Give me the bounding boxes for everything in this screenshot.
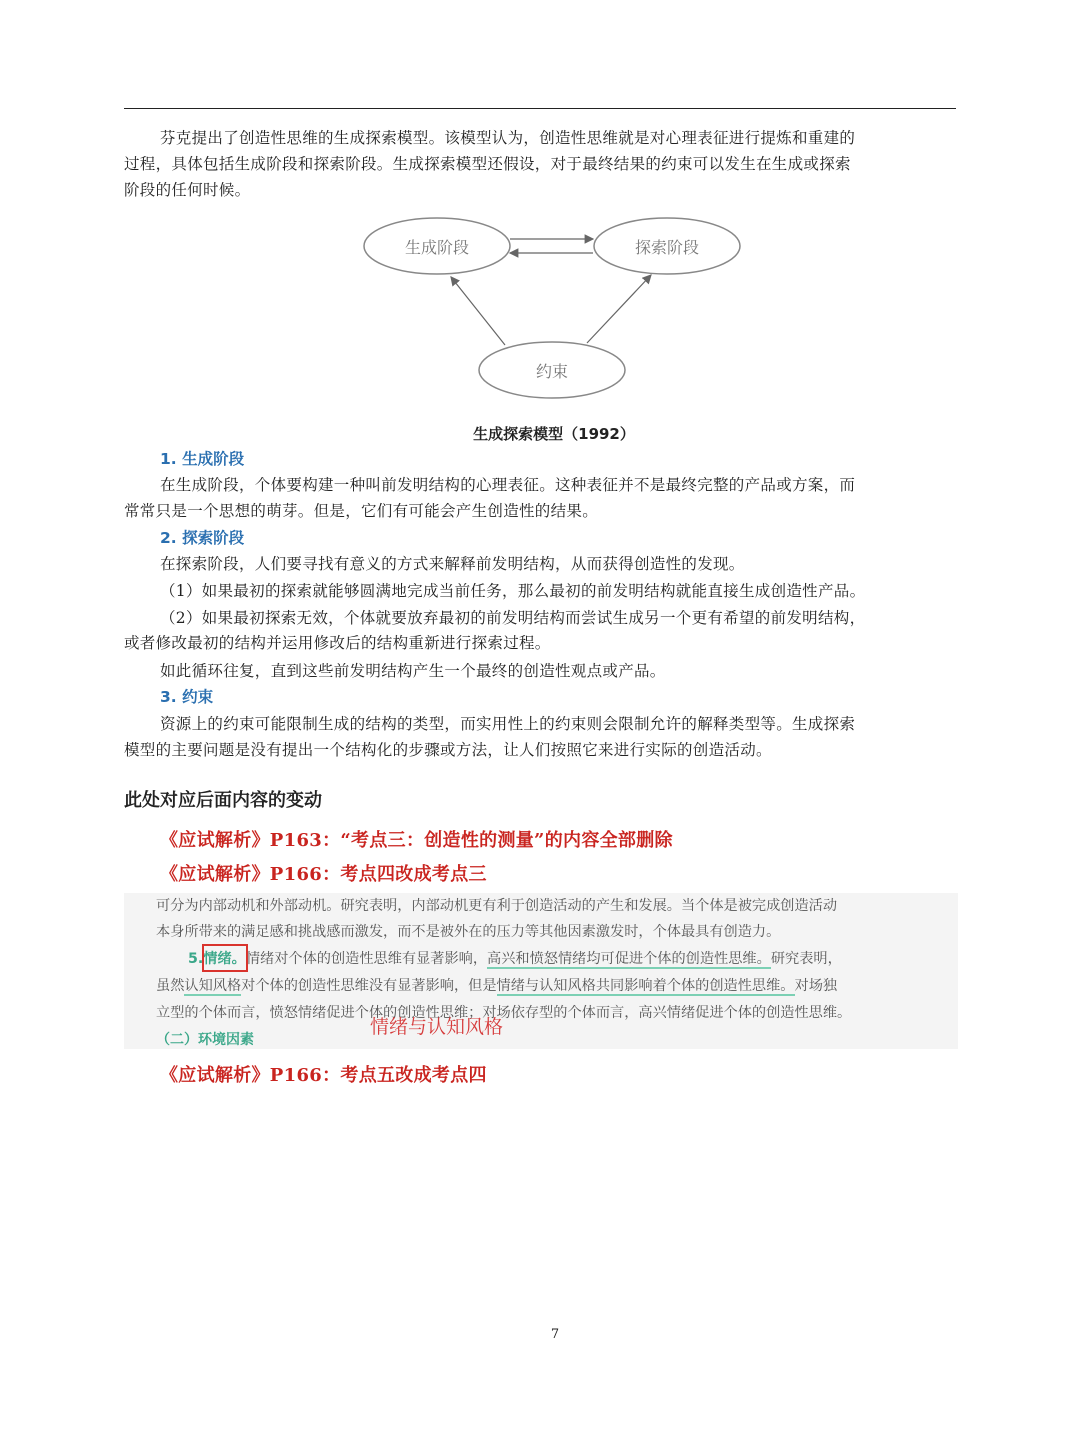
diagram-caption: 生成探索模型（1992） <box>473 425 635 443</box>
section-1-title: 1. 生成阶段 <box>160 450 245 468</box>
intro-line-3: 阶段的任何时候。 <box>124 181 251 199</box>
change-item-3: 《应试解析》P166：考点五改成考点四 <box>160 1065 487 1086</box>
section-1-line-1: 在生成阶段，个体要构建一种叫前发明结构的心理表征。这种表征并不是最终完整的产品或方案，而 <box>160 476 856 494</box>
excerpt-line-3c: 研究表明， <box>770 951 842 967</box>
excerpt-line-3b: 高兴和愤怒情绪均可促进个体的创造性思维。 <box>487 951 771 967</box>
section-2-title: 2. 探索阶段 <box>160 529 245 547</box>
excerpt-line-3a: 情绪对个体的创造性思维有显著影响， <box>245 951 488 967</box>
excerpt-line-4a: 虽然 <box>156 978 185 994</box>
header-rule <box>124 108 956 109</box>
section-2-line-2: （1）如果最初的探索就能够圆满地完成当前任务，那么最初的前发明结构就能直接生成创造性产品。 <box>160 582 866 600</box>
excerpt-term: 情绪。 <box>203 951 246 967</box>
highlight-box <box>202 944 248 972</box>
section-3-title: 3. 约束 <box>160 688 214 706</box>
excerpt-line-1: 可分为内部动机和外部动机。研究表明，内部动机更有利于创造活动的产生和发展。当个体是被完成创造活动 <box>156 898 838 914</box>
excerpt-line-4b: 认知风格 <box>184 978 242 994</box>
intro-line-2: 过程，具体包括生成阶段和探索阶段。生成探索模型还假设，对于最终结果的约束可以发生在生成或探索 <box>124 155 851 173</box>
section-1-line-2: 常常只是一个思想的萌芽。但是，它们有可能会产生创造性的结果。 <box>124 502 599 520</box>
excerpt-line-3 <box>188 948 842 968</box>
excerpt-line-5: 立型的个体而言，愤怒情绪促进个体的创造性思维；对场依存型的个体而言，高兴情绪促进个体的创造性思维。 <box>156 1005 852 1021</box>
node-constraint: 约束 <box>535 362 569 381</box>
textbook-excerpt-image <box>124 893 958 1049</box>
change-item-1: 《应试解析》P163：“考点三：创造性的测量”的内容全部删除 <box>160 830 673 851</box>
section-2-line-3: （2）如果最初探索无效，个体就要放弃最初的前发明结构而尝试生成另一个更有希望的前发明结构， <box>160 609 866 627</box>
page-number: 7 <box>550 1327 560 1342</box>
section-2-line-5: 如此循环往复，直到这些前发明结构产生一个最终的创造性观点或产品。 <box>160 662 666 680</box>
excerpt-line-4c: 对个体的创造性思维没有显著影响，但是 <box>241 978 497 994</box>
intro-line-1: 芬克提出了创造性思维的生成探索模型。该模型认为，创造性思维就是对心理表征进行提炼和重建的 <box>160 129 856 147</box>
handwritten-note: 情绪与认知风格 <box>370 1016 504 1038</box>
section-3-line-2: 模型的主要问题是没有提出一个结构化的步骤或方法，让人们按照它来进行实际的创造活动。 <box>124 741 772 759</box>
excerpt-line-4 <box>156 975 837 995</box>
excerpt-line-2: 本身所带来的满足感和挑战感而激发，而不是被外在的压力等其他因素激发时，个体最具有创造力。 <box>156 924 781 940</box>
section-3-line-1: 资源上的约束可能限制生成的结构的类型，而实用性上的约束则会限制允许的解释类型等。生成探索 <box>160 715 856 733</box>
node-explore: 探索阶段 <box>634 238 700 257</box>
section-2-line-1: 在探索阶段，人们要寻找有意义的方式来解释前发明结构，从而获得创造性的发现。 <box>160 555 745 573</box>
change-item-2: 《应试解析》P166：考点四改成考点三 <box>160 864 487 885</box>
section-2-line-4: 或者修改最初的结构并运用修改后的结构重新进行探索过程。 <box>124 634 551 652</box>
excerpt-num: 5. <box>188 951 204 967</box>
excerpt-line-4d: 情绪与认知风格共同影响着个体的创造性思维。 <box>496 978 795 994</box>
excerpt-line-4e: 对场独 <box>794 978 838 994</box>
excerpt-subheading: （二）环境因素 <box>156 1032 254 1048</box>
changes-title: 此处对应后面内容的变动 <box>124 790 322 811</box>
generate-explore-diagram <box>355 213 775 413</box>
node-generate: 生成阶段 <box>404 238 470 257</box>
